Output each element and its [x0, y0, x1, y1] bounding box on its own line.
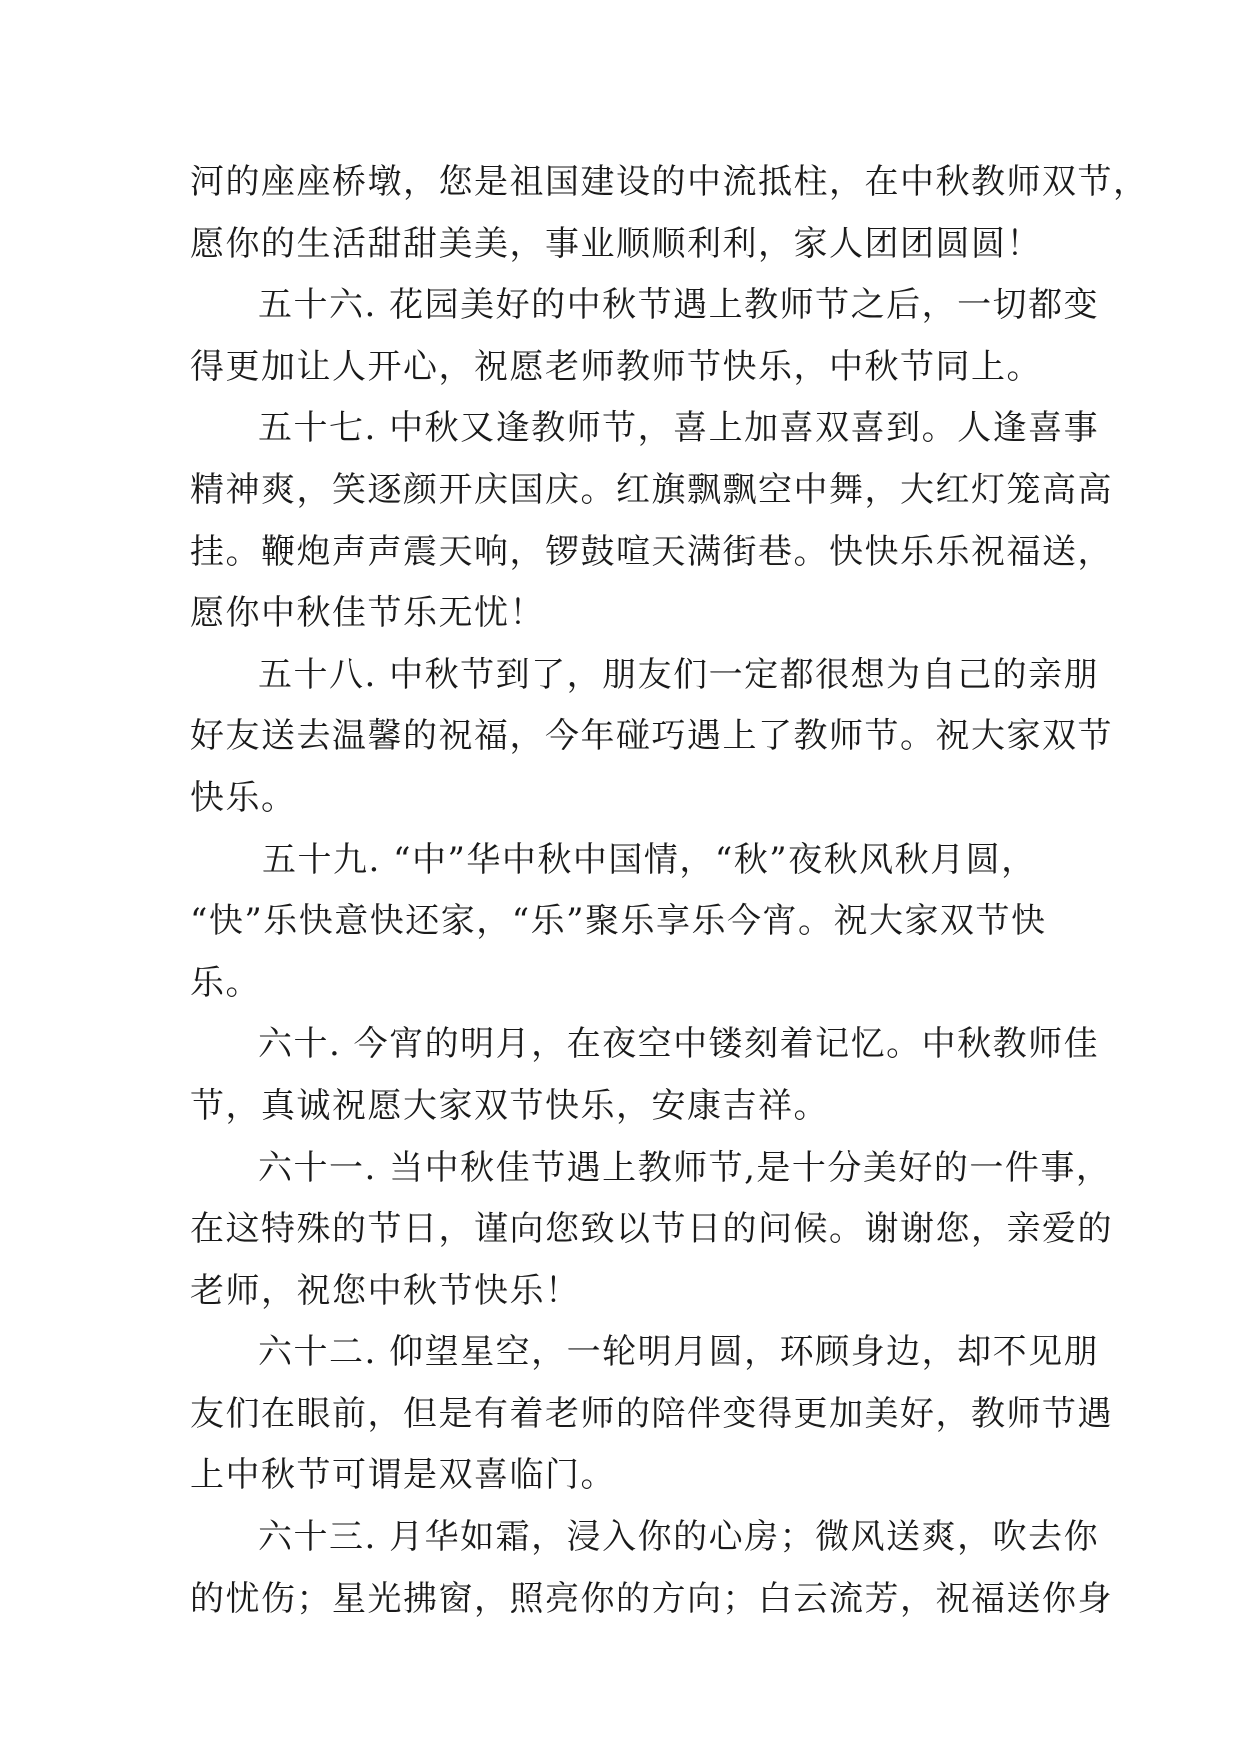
text-line: 好友送去温馨的祝福，今年碰巧遇上了教师节。祝大家双节 — [190, 716, 1113, 757]
text-line: 老师，祝您中秋节快乐！ — [190, 1270, 581, 1311]
text-line: 六十一. 当中秋佳节遇上教师节,是十分美好的一件事， — [258, 1147, 1112, 1188]
text-line: 愿你的生活甜甜美美，事业顺顺利利，家人团团圆圆！ — [190, 223, 1042, 264]
paragraph-55-continuation — [190, 152, 1149, 275]
text-line: 六十. 今宵的明月，在夜空中镂刻着记忆。中秋教师佳 — [258, 1024, 1100, 1065]
text-line: 快乐。 — [190, 777, 297, 818]
paragraph-62 — [190, 1322, 1113, 1507]
text-line: 五十七. 中秋又逢教师节，喜上加喜双喜到。人逢喜事 — [258, 408, 1100, 449]
text-line: 五十八. 中秋节到了，朋友们一定都很想为自己的亲朋 — [258, 654, 1100, 695]
paragraph-57 — [190, 398, 1113, 644]
text-line: 六十三. 月华如霜，浸入你的心房；微风送爽，吹去你 — [258, 1517, 1100, 1558]
text-line: 愿你中秋佳节乐无忧！ — [190, 593, 545, 634]
paragraph-60 — [190, 1014, 1100, 1137]
paragraph-59 — [190, 830, 1050, 1015]
text-line: 五十六. 花园美好的中秋节遇上教师节之后，一切都变 — [258, 285, 1100, 326]
paragraph-61 — [190, 1138, 1113, 1323]
text-line: 五十九. “中”华中秋中国情，“秋”夜秋风秋月圆， — [262, 839, 1037, 880]
text-line: 得更加让人开心，祝愿老师教师节快乐，中秋节同上。 — [190, 346, 1042, 387]
document-body — [190, 152, 1149, 1630]
text-line: 在这特殊的节日，谨向您致以节日的问候。谢谢您，亲爱的 — [190, 1209, 1113, 1250]
paragraph-58 — [190, 645, 1113, 830]
text-line: 上中秋节可谓是双喜临门。 — [190, 1455, 616, 1496]
text-line: 乐。 — [190, 962, 261, 1003]
text-line: 精神爽，笑逐颜开庆国庆。红旗飘飘空中舞，大红灯笼高高 — [190, 469, 1113, 510]
text-line: 节，真诚祝愿大家双节快乐，安康吉祥。 — [190, 1085, 829, 1126]
text-line: 的忧伤；星光拂窗，照亮你的方向；白云流芳，祝福送你身 — [190, 1578, 1113, 1619]
text-line: “快”乐快意快还家，“乐”聚乐享乐今宵。祝大家双节快 — [190, 901, 1047, 942]
text-line: 六十二. 仰望星空，一轮明月圆，环顾身边，却不见朋 — [258, 1332, 1100, 1373]
paragraph-63 — [190, 1507, 1113, 1630]
text-line: 挂。鞭炮声声震天响，锣鼓喧天满街巷。快快乐乐祝福送， — [190, 531, 1113, 572]
paragraph-56 — [190, 275, 1100, 398]
text-line: 河的座座桥墩，您是祖国建设的中流抵柱，在中秋教师双节， — [190, 162, 1149, 202]
text-line: 友们在眼前，但是有着老师的陪伴变得更加美好，教师节遇 — [190, 1393, 1113, 1434]
